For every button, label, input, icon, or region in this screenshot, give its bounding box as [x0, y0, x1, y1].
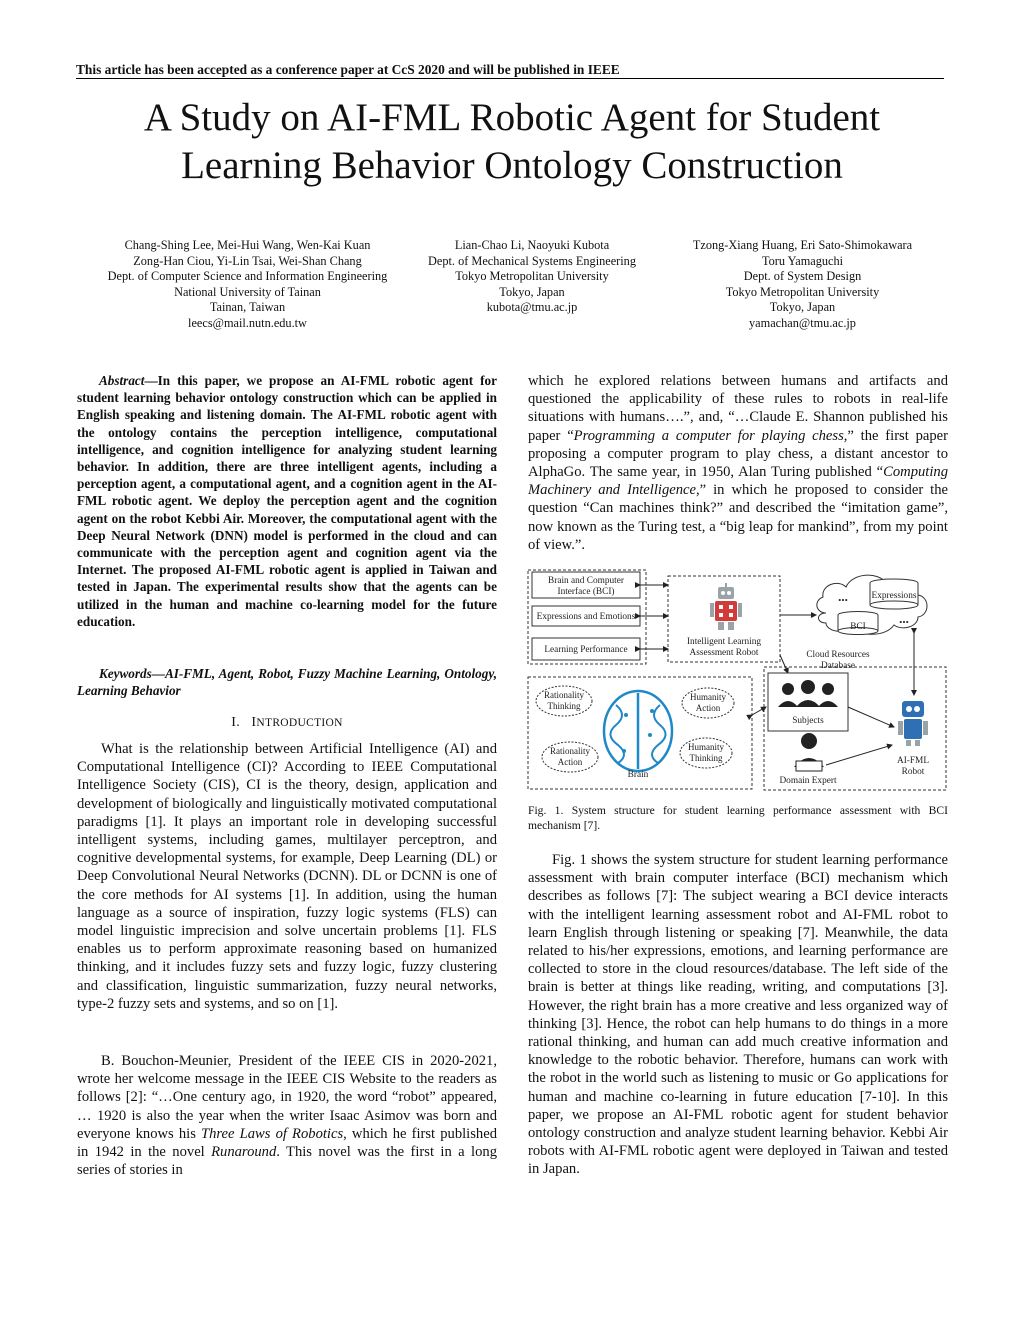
paragraph-text: What is the relationship between Artificial Intelligence (AI) and Computational Intelligence (CI)? According to IEEE Computational Intelligence Society (CIS), CI is the theory, design, application and development of biologically and linguistically motivated computational paradigms [1]. It plays an important role in developing successful intelligent systems, including games, multilayer perceptron, and cognitive developmental systems, for example, Deep Learning (DL) or Deep Convolutional Neural Networks (DCNN). DL or DCNN is one of the core methods for AI systems [1]. In addition, using the human language as a source of inspiration, fuzzy logic systems (FLS) can model linguistic imprecision and solve uncertain problems [1]. FLS enables us to perform approximate reasoning based on humanized thinking, and it includes fuzzy sets and fuzzy logic, fuzzy clustering and classification, linguistic summarization, fuzzy neural networks, type-2 fuzzy sets and systems, and so on [1].	[77, 741, 497, 1012]
abstract-text: —In this paper, we propose an AI-FML robotic agent for student learning behavior ontology construction which can be applied in English speaking and listening domain. The AI-FML robotic agent with the ontology contains the perception intelligence, computational intelligence, and cognition intelligence for analyzing student learning behavior. In addition, there are three intelligent agents, including a perception agent, a computational agent, and a cognition agent in the AI-FML robotic agent. We deploy the perception agent and the cognition agent on the robot Kebbi Air. Moreover, the computational agent with the Deep Neural Network (DNN) model is performed in the cloud and can communicate with the perception agent and cognition agent via the Internet. The proposed AI-FML robotic agent is applied in Taiwan and tested in Japan. The experimental results show that the agents can be utilized in the human and machine co-learning model for the future education.	[77, 373, 497, 629]
author-line: National University of Tainan	[174, 284, 321, 299]
author-line: Tzong-Xiang Huang, Eri Sato-Shimokawara	[692, 238, 913, 252]
italic-title: Runaround	[211, 1144, 277, 1161]
paragraph-text: ,” the first paper proposing a computer program to play chess, a distant ancestor to AlphaGo. The same year, in 1950, Alan Turing published “	[528, 427, 948, 481]
section-heading-introduction	[77, 715, 497, 731]
domain-expert-icon	[794, 733, 824, 771]
paper-title	[0, 94, 1024, 190]
humanity-thinking-label: Humanity	[688, 742, 724, 752]
ai-fml-robot-icon	[898, 701, 928, 746]
author-line: Chang-Shing Lee, Mei-Hui Wang, Wen-Kai Kuan	[124, 238, 371, 252]
ai-fml-robot-label: AI-FML	[896, 756, 930, 766]
rationality-thinking-label: Rationality	[544, 690, 584, 700]
rationality-thinking-label: Thinking	[547, 701, 581, 711]
right-paragraph-continued	[528, 372, 948, 554]
subjects-label: Subjects	[792, 716, 824, 726]
author-block-2	[412, 238, 652, 316]
author-line: Zong-Han Ciou, Yi-Lin Tsai, Wei-Shan Chang	[133, 253, 362, 268]
title-line-1: A Study on AI-FML Robotic Agent for Student	[143, 96, 881, 139]
author-line: Lian-Chao Li, Naoyuki Kubota	[454, 238, 610, 252]
domain-expert-label: Domain Expert	[779, 776, 837, 786]
italic-title: Computing Machinery and Intelligence	[528, 464, 948, 499]
author-line: Tokyo Metropolitan University	[455, 269, 609, 284]
author-line: Tainan, Taiwan	[209, 300, 286, 315]
intro-paragraph-1	[77, 740, 497, 1013]
author-line: Tokyo, Japan	[499, 284, 565, 299]
humanity-action-label: Humanity	[690, 692, 726, 702]
italic-title: Three Laws of Robotics	[201, 1125, 344, 1142]
cloud-expressions-label: Expressions	[871, 591, 917, 601]
paragraph-text: Fig. 1 shows the system structure for student learning performance assessment with brain computer interface (BCI) mechanism which describes as follows [7]: The subject wearing a BCI device interacts with the intelligent learning assessment robot and AI-FML robot to learn English through listening or speaking [7]. Meanwhile, the data related to his/her expressions, emotions, and learning performance are collected to store in the cloud resources/database. The left side of the brain is better at things like reading, writing, and computations [3]. However, the right brain has a more creative and less organized way of thinking [3]. Hence, the robot can help humans to do things in a more rational thinking, and human can add much creative information and knowledge to the robotic behavior. Therefore, humans can work with the robot in the world such as listening to music or Go applications for human and machine co-learning in future education [7-10]. In this paper, we propose an AI-FML robotic agent for student behavior ontology construction and analyze student learning behavior. Kebbi Air robots with AI-FML robotic agent were deployed in Taiwan and tested in Japan.	[528, 852, 948, 1178]
ai-fml-robot-label: Robot	[901, 767, 925, 777]
section-title-initial: I	[251, 715, 257, 730]
author-block-3	[665, 238, 940, 332]
humanity-action-label: Action	[695, 703, 721, 713]
author-line: Dept. of System Design	[743, 269, 862, 284]
paragraph-text: . This novel was the first in a long series of stories in	[77, 1144, 497, 1179]
paragraph-text: , which he first published in 1942 in the novel	[77, 1125, 497, 1161]
title-line-2: Learning Behavior Ontology Construction	[181, 144, 843, 187]
cloud-label: Database	[820, 661, 856, 671]
abstract	[77, 372, 497, 630]
keywords	[77, 665, 497, 699]
cloud-ellipsis: ...	[899, 611, 909, 626]
paragraph-text: ,” in which he proposed to consider the question “Can machines think?” and described the “imitation game”, now known as the Turing test, a “big leap for mankind”, from my point of view.”.	[528, 482, 949, 553]
author-line: Toru Yamaguchi	[761, 253, 844, 268]
abstract-label: Abstract	[99, 373, 145, 388]
bci-label: Interface (BCI)	[557, 587, 615, 597]
bci-label: Brain and Computer	[548, 576, 624, 586]
rationality-action-label: Rationality	[550, 746, 590, 756]
cloud-ellipsis: ...	[838, 589, 848, 604]
section-number: I.	[231, 715, 241, 730]
cloud-label: Cloud Resources	[806, 650, 870, 660]
expressions-emotions-label: Expressions and Emotions	[536, 612, 636, 622]
humanity-thinking-label: Thinking	[689, 753, 723, 763]
right-paragraph-fig1	[528, 851, 948, 1179]
author-block-1	[85, 238, 410, 332]
intelligent-learning-robot-icon	[710, 583, 742, 630]
brain-icon	[604, 691, 672, 771]
intro-paragraph-2	[77, 1052, 497, 1179]
ilar-label: Intelligent Learning	[686, 637, 762, 647]
author-email[interactable]: leecs@mail.nutn.edu.tw	[188, 315, 307, 330]
learning-performance-label: Learning Performance	[544, 645, 628, 655]
author-line: Tokyo Metropolitan University	[725, 284, 880, 299]
brain-label: Brain	[627, 770, 649, 780]
author-email[interactable]: kubota@tmu.ac.jp	[486, 300, 578, 315]
rationality-action-label: Action	[557, 757, 583, 767]
paragraph-text: which he explored relations between humans and artifacts and questioned the applicability of these rules to robots in real-life situations with humans….”, and, “…Claude E. Shannon published his paper “	[528, 373, 948, 444]
italic-title: Programming a computer for playing chess	[573, 427, 844, 444]
author-line: Dept. of Computer Science and Information Engineering	[107, 269, 388, 284]
keywords-text: —AI-FML, Agent, Robot, Fuzzy Machine Learning, Ontology, Learning Behavior	[77, 666, 497, 699]
subjects-icon	[778, 680, 838, 707]
author-line: Dept. of Mechanical Systems Engineering	[428, 253, 636, 268]
figure-1-caption: Fig. 1. System structure for student learning performance assessment with BCI mechanism [7].	[528, 804, 948, 832]
figure-1-system-structure	[526, 565, 948, 795]
author-email[interactable]: yamachan@tmu.ac.jp	[749, 315, 856, 330]
section-title-rest: NTRODUCTION	[256, 717, 343, 729]
keywords-label: Keywords	[99, 666, 152, 681]
paragraph-text: B. Bouchon-Meunier, President of the IEEE CIS in 2020-2021, wrote her welcome message in the IEEE CIS Website to the readers as follows [2]: “…One century ago, in 1920, the word “robot” appeared, … 1920 is also the year when the writer Isaac Asimov was born and everyone knows his	[77, 1053, 497, 1142]
ilar-label: Assessment Robot	[689, 648, 759, 658]
acceptance-notice: This article has been accepted as a conference paper at CcS 2020 and will be published in IEEE	[76, 62, 944, 79]
author-line: Tokyo, Japan	[769, 300, 836, 315]
cloud-bci-label: BCI	[850, 622, 866, 632]
